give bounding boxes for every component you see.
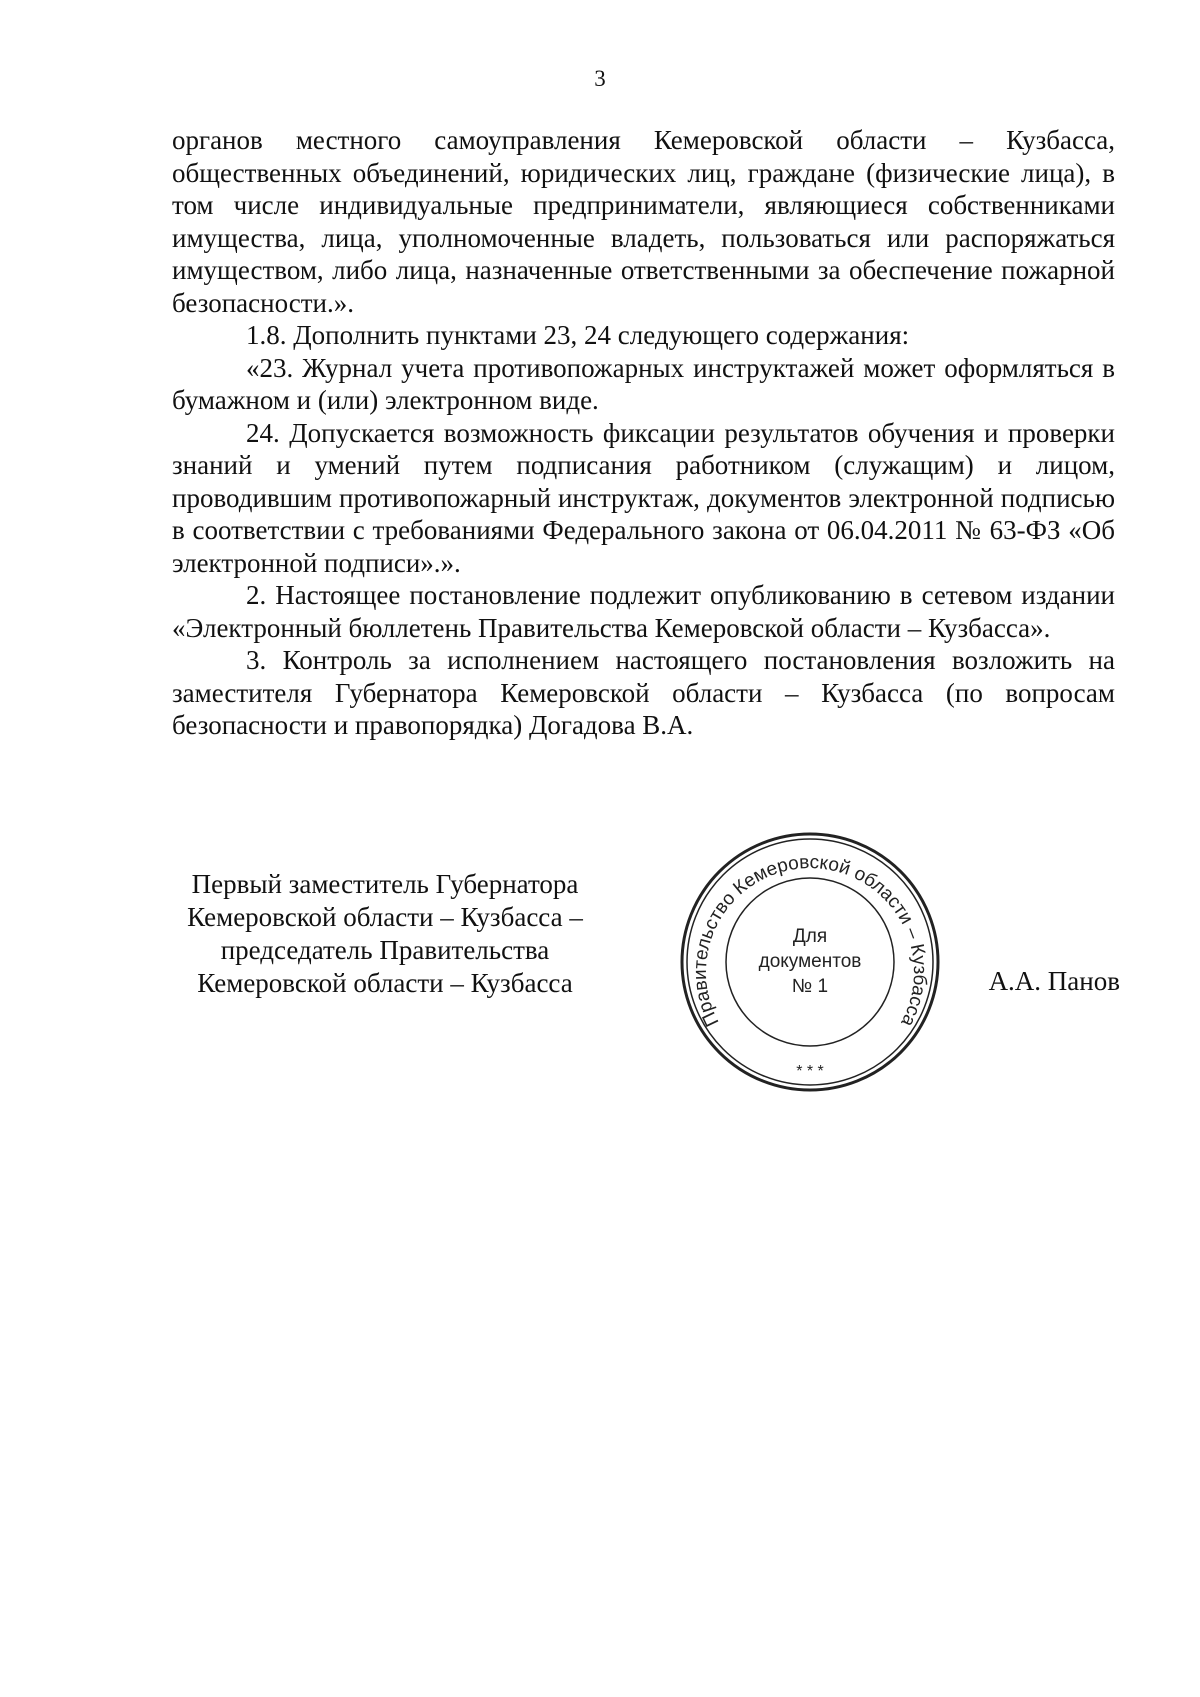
seal-center-line: Для [792, 926, 828, 947]
signatory-title-line: Кемеровской области – Кузбасса – [187, 902, 583, 932]
paragraph-item-24: 24. Допускается возможность фиксации результатов обучения и проверки знаний и умений путем подписания работником (служащим) и лицом, проводившим противопожарный инструктаж, документов электронной подписью в соответствии с требованиями Федерального закона от 06.04.2011 № 63-ФЗ «Об электронной подписи».». [172, 417, 1115, 578]
paragraph-item-3: 3. Контроль за исполнением настоящего постановления возложить на заместителя Губернатора Кемеровской области – Кузбасса (по вопросам безопасности и правопорядка) Догадова В.А. [172, 645, 1115, 740]
paragraph-item-23: «23. Журнал учета противопожарных инструктажей может оформляться в бумажном и (или) электронном виде. [172, 352, 1115, 415]
paragraph-item-2: 2. Настоящее постановление подлежит опубликованию в сетевом издании «Электронный бюллетень Правительства Кемеровской области – Кузбасса». [172, 580, 1115, 643]
signatory-name: А.А. Панов [988, 966, 1120, 996]
seal-center-line: документов [758, 951, 862, 972]
document-body [172, 124, 1115, 742]
page-number: 3 [594, 66, 606, 91]
seal-center-line: № 1 [791, 976, 829, 997]
seal-stars: * * * [796, 1063, 824, 1080]
signatory-title-line: Кемеровской области – Кузбасса [197, 968, 573, 998]
paragraph-item-1-8: 1.8. Дополнить пунктами 23, 24 следующего содержания: [246, 320, 910, 350]
seal-ring-text: Правительство Кемеровской области – Кузбасса [689, 851, 931, 1030]
paragraph-continuation: органов местного самоуправления Кемеровской области – Кузбасса, общественных объединений, юридических лиц, граждане (физические лица), в том числе индивидуальные предприниматели, являющиеся собственниками имущества, лица, уполномоченные владеть, пользоваться или распоряжаться имуществом, либо лица, назначенные ответственными за обеспечение пожарной безопасности.». [172, 125, 1115, 318]
signatory-title [150, 868, 620, 1000]
signatory-title-line: Первый заместитель Губернатора [191, 869, 579, 899]
signatory-title-line: председатель Правительства [220, 935, 550, 965]
official-seal-stamp [676, 830, 944, 1094]
